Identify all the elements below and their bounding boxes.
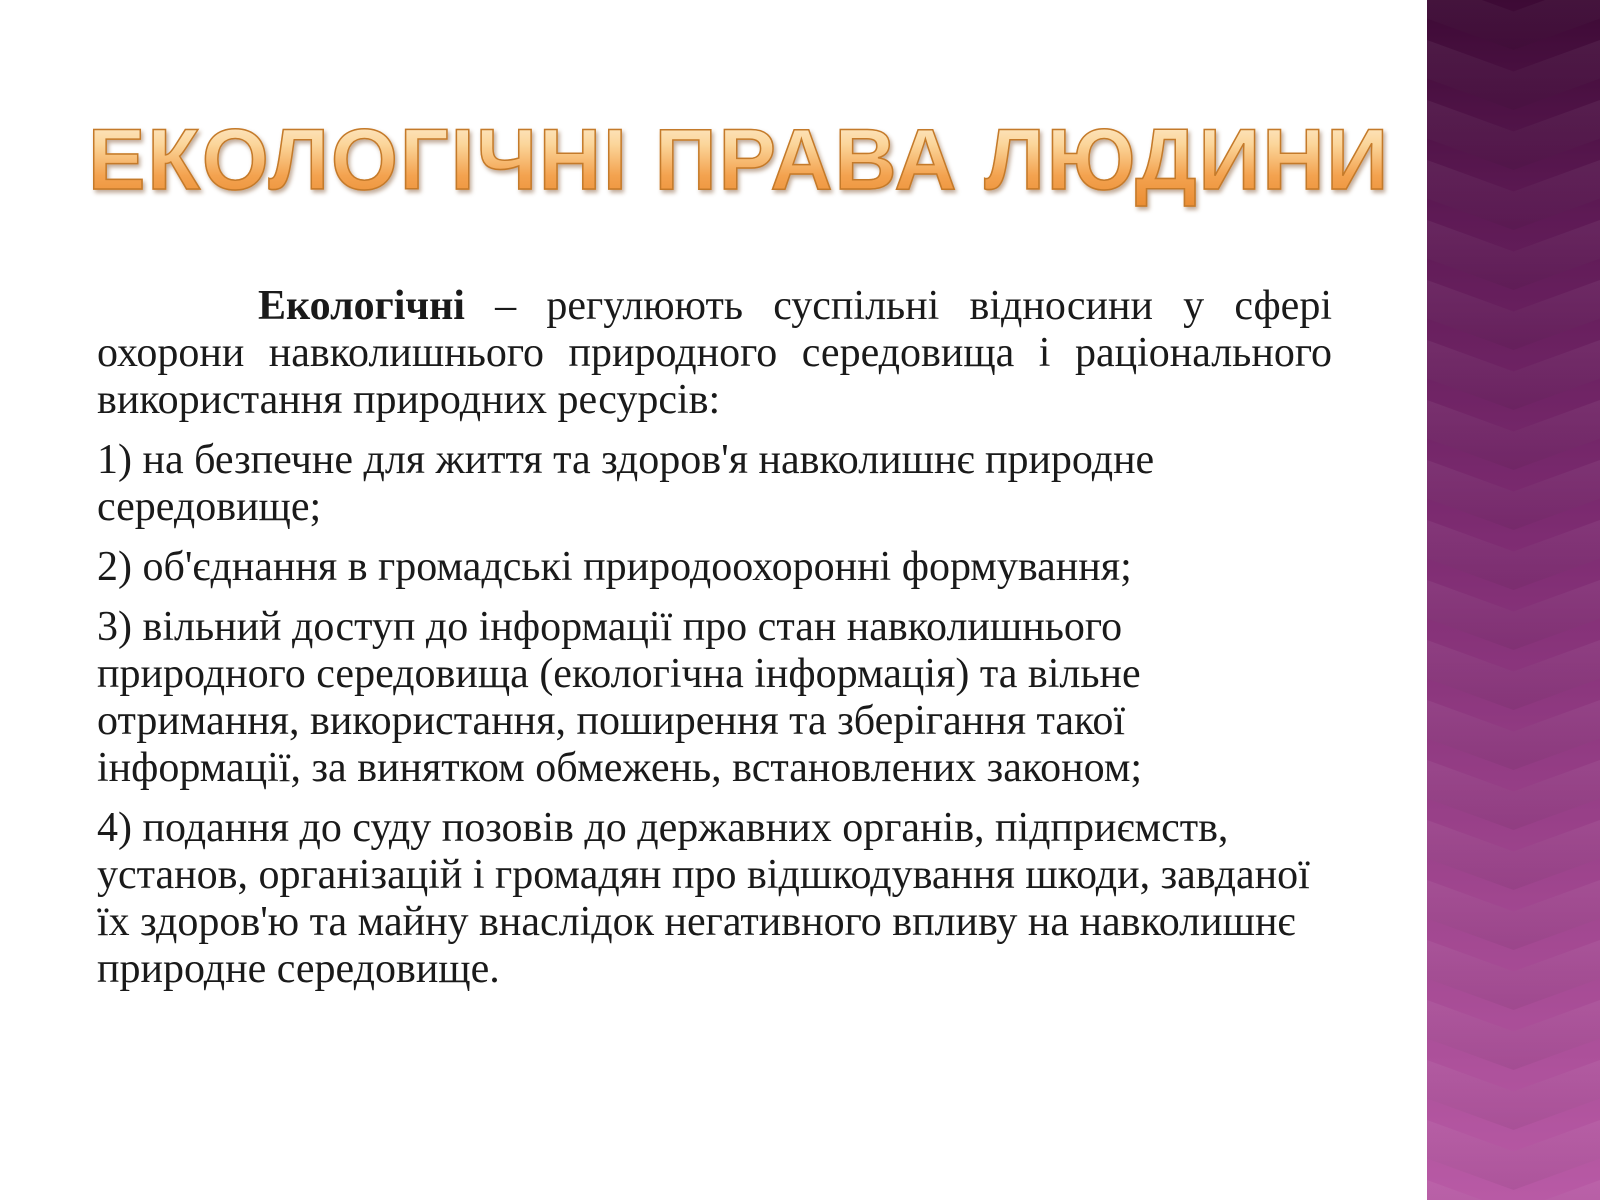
chevron-pattern [1427, 400, 1600, 470]
list-item: 3) вільний доступ до інформації про стан навколишнього природного середовища (екологічна інформація) та вільне отримання, використання, поширення та зберігання такої інформації, за винятком обмежень, встановлених законом; [97, 604, 1143, 791]
chevron-pattern [1427, 760, 1600, 830]
chevron-pattern [1427, 280, 1600, 350]
chevron-pattern [1427, 100, 1600, 170]
chevron-pattern [1427, 220, 1600, 290]
chevron-pattern [1427, 820, 1600, 890]
chevron-pattern [1427, 160, 1600, 230]
slide-title: ЕКОЛОГІЧНІ ПРАВА ЛЮДИНИ [88, 108, 1388, 212]
chevron-pattern [1427, 340, 1600, 410]
chevron-pattern [1427, 1120, 1600, 1190]
chevron-pattern [1427, 40, 1600, 110]
intro-term: Екологічні [258, 283, 465, 329]
decorative-side-bar [1427, 0, 1600, 1200]
intro-paragraph [97, 283, 1332, 424]
chevron-pattern [1427, 700, 1600, 770]
chevron-pattern [1427, 460, 1600, 530]
chevron-pattern [1427, 1000, 1600, 1070]
chevron-pattern [1427, 640, 1600, 710]
slide-body [97, 283, 1332, 1006]
chevron-pattern [1427, 520, 1600, 590]
chevron-pattern [1427, 1060, 1600, 1130]
intro-text: – регулюють суспільні відносини у сфері охорони навколишнього природного середовища і раціонального використання природних ресурсів: [97, 283, 1332, 423]
list-item: 2) об'єднання в громадські природоохоронні формування; [97, 544, 1132, 590]
chevron-pattern [1427, 0, 1600, 50]
list-item: 4) подання до суду позовів до державних органів, підприємств, установ, організацій і громадян про відшкодування шкоди, завданої їх здоров'ю та майну внаслідок негативного впливу на навколишнє природне середовище. [97, 805, 1310, 992]
chevron-pattern [1427, 940, 1600, 1010]
chevron-pattern [1427, 880, 1600, 950]
list-item: 1) на безпечне для життя та здоров'я навколишнє природне середовище; [97, 437, 1155, 530]
chevron-pattern [1427, 580, 1600, 650]
